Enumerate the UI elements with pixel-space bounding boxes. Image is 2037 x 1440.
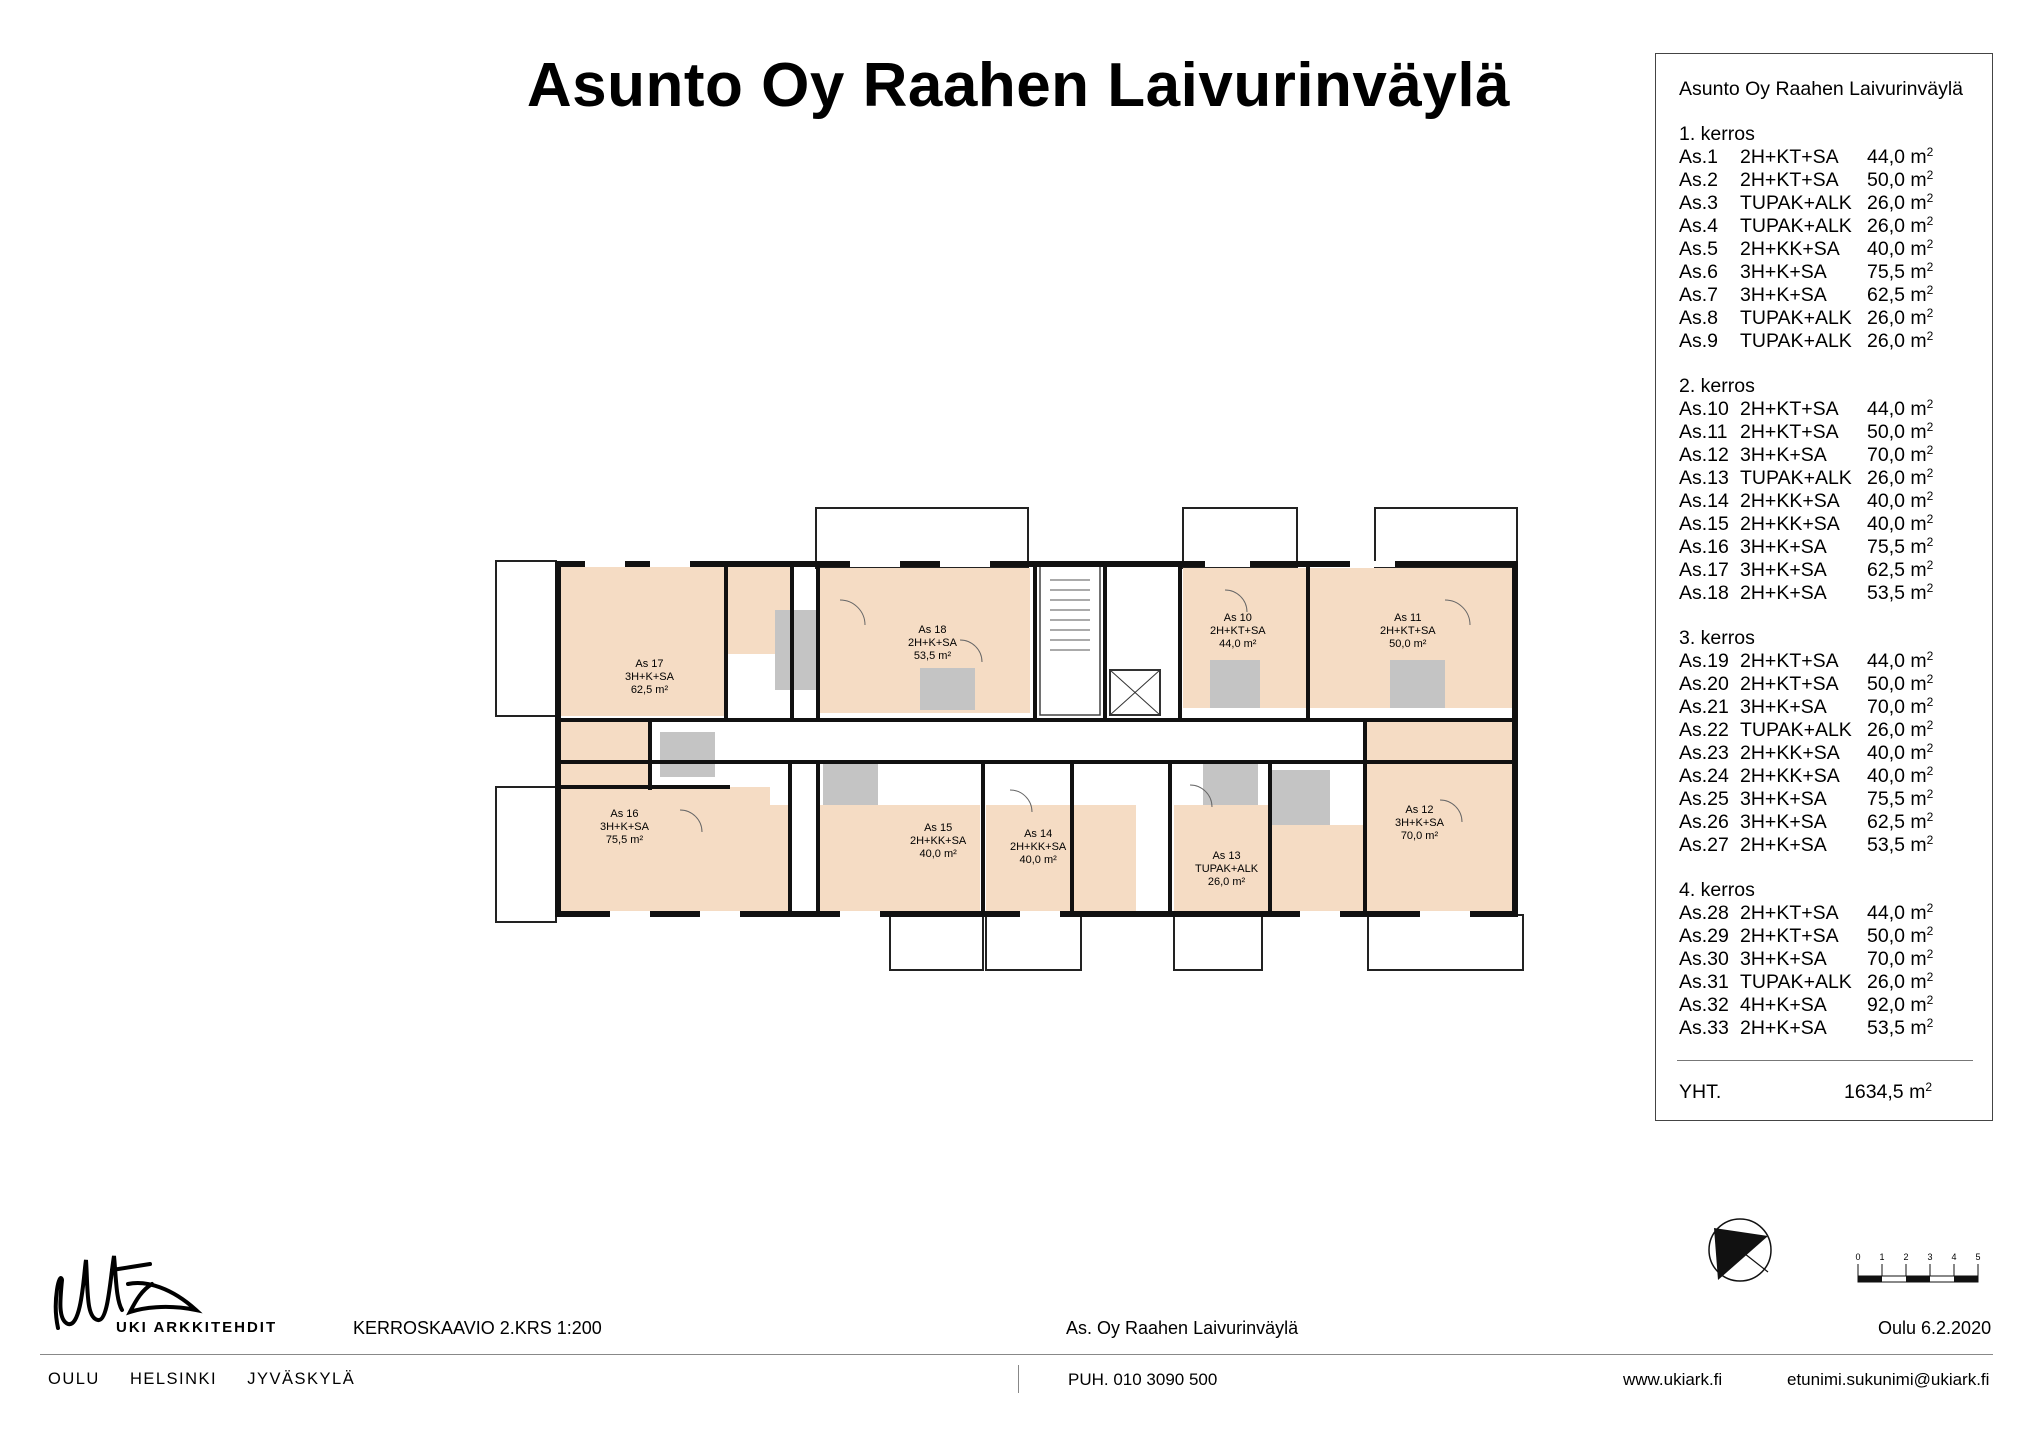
floor-group — [1679, 627, 1979, 857]
drawing-name: KERROSKAAVIO 2.KRS 1:200 — [353, 1318, 602, 1338]
apartment-label: As 12 3H+K+SA 70,0 m² — [1395, 804, 1444, 842]
unit-area: 62,5 $m^2$ — [1867, 558, 1934, 581]
unit-row — [1679, 536, 1979, 559]
unit-id: As.33 — [1679, 1017, 1729, 1039]
apartment-label: As 15 2H+KK+SA 40,0 m² — [910, 822, 967, 860]
area-table — [1655, 53, 1993, 1121]
phone: PUH. 010 3090 500 — [1068, 1370, 1218, 1389]
unit-type: 3H+K+SA — [1740, 284, 1827, 306]
unit-area: 50,0 $m^2$ — [1867, 420, 1934, 443]
balcony — [1368, 915, 1523, 970]
unit-area: 26,0 $m^2$ — [1867, 214, 1934, 237]
unit-row — [1679, 192, 1979, 215]
unit-row — [1679, 994, 1979, 1017]
apartment-label: As 13 TUPAK+ALK 26,0 m² — [1195, 850, 1259, 888]
footer-divider — [40, 1354, 1993, 1355]
unit-row — [1679, 696, 1979, 719]
unit-id: As.16 — [1679, 536, 1729, 558]
unit-row — [1679, 421, 1979, 444]
balcony — [496, 787, 556, 922]
unit-id: As.18 — [1679, 582, 1729, 604]
bathroom — [775, 610, 818, 690]
unit-type: 3H+K+SA — [1740, 696, 1827, 718]
unit-type: 2H+KT+SA — [1740, 650, 1839, 672]
unit-type: 2H+KT+SA — [1740, 398, 1839, 420]
unit-area: 26,0 $m^2$ — [1867, 191, 1934, 214]
unit-type: 2H+KK+SA — [1740, 513, 1840, 535]
unit-type: 3H+K+SA — [1740, 948, 1827, 970]
unit-id: As.7 — [1679, 284, 1719, 306]
unit-row — [1679, 444, 1979, 467]
unit-id: As.28 — [1679, 902, 1729, 924]
unit-type: TUPAK+ALK — [1740, 330, 1852, 352]
balcony — [1183, 508, 1297, 568]
unit-type: 2H+KK+SA — [1740, 238, 1840, 260]
bathroom — [660, 732, 715, 777]
unit-id: As.30 — [1679, 948, 1729, 970]
scale-tick-label: 0 — [1855, 1252, 1861, 1262]
unit-row — [1679, 765, 1979, 788]
unit-area: 44,0 $m^2$ — [1867, 145, 1934, 168]
website-link[interactable]: www.ukiark.fi — [1623, 1370, 1723, 1389]
unit-row — [1679, 719, 1979, 742]
bathroom — [1210, 660, 1260, 708]
unit-type: 4H+K+SA — [1740, 994, 1827, 1016]
floor-group — [1679, 375, 1979, 605]
corridor — [730, 722, 1360, 760]
unit-row — [1679, 238, 1979, 261]
floor-group — [1679, 123, 1979, 353]
unit-row — [1679, 742, 1979, 765]
floor-title: 4. kerros — [1679, 879, 1755, 901]
apartment-label: As 14 2H+KK+SA 40,0 m² — [1010, 828, 1067, 866]
unit-id: As.1 — [1679, 146, 1719, 168]
unit-row — [1679, 284, 1979, 307]
unit-area: 53,5 $m^2$ — [1867, 581, 1934, 604]
balcony — [816, 508, 1028, 568]
floor-plan — [490, 500, 1530, 980]
unit-row — [1679, 834, 1979, 857]
total-divider — [1677, 1060, 1973, 1061]
unit-type: 3H+K+SA — [1740, 444, 1827, 466]
unit-id: As.9 — [1679, 330, 1719, 352]
balcony — [890, 915, 983, 970]
unit-row — [1679, 811, 1979, 834]
scale-bar — [1855, 1246, 1995, 1288]
balcony — [986, 915, 1081, 970]
scale-tick-label: 3 — [1927, 1252, 1933, 1262]
floor-title: 1. kerros — [1679, 123, 1755, 145]
bathroom — [1390, 660, 1445, 708]
balcony — [496, 561, 556, 716]
unit-type: TUPAK+ALK — [1740, 467, 1852, 489]
floor-group — [1679, 879, 1979, 1040]
unit-row — [1679, 490, 1979, 513]
unit-type: 2H+KK+SA — [1740, 742, 1840, 764]
office: OULU — [48, 1370, 100, 1388]
unit-type: 2H+KT+SA — [1740, 902, 1839, 924]
unit-area: 62,5 $m^2$ — [1867, 810, 1934, 833]
apartment-label: As 18 2H+K+SA 53,5 m² — [908, 624, 957, 662]
unit-area: 50,0 $m^2$ — [1867, 168, 1934, 191]
unit-id: As.27 — [1679, 834, 1729, 856]
scale-tick-label: 2 — [1903, 1252, 1909, 1262]
unit-row — [1679, 261, 1979, 284]
unit-id: As.3 — [1679, 192, 1719, 214]
unit-area: 26,0 $m^2$ — [1867, 970, 1934, 993]
bathroom — [823, 762, 878, 805]
unit-area: 75,5 $m^2$ — [1867, 535, 1934, 558]
unit-id: As.23 — [1679, 742, 1729, 764]
unit-id: As.22 — [1679, 719, 1729, 741]
office-list — [48, 1370, 379, 1389]
unit-id: As.19 — [1679, 650, 1729, 672]
unit-type: 3H+K+SA — [1740, 788, 1827, 810]
apartment-label: As 10 2H+KT+SA 44,0 m² — [1210, 612, 1266, 650]
unit-id: As.21 — [1679, 696, 1729, 718]
project-name: As. Oy Raahen Laivurinväylä — [1066, 1318, 1299, 1338]
unit-id: As.26 — [1679, 811, 1729, 833]
unit-row — [1679, 971, 1979, 994]
unit-type: TUPAK+ALK — [1740, 719, 1852, 741]
unit-row — [1679, 169, 1979, 192]
unit-type: TUPAK+ALK — [1740, 307, 1852, 329]
unit-area: 53,5 $m^2$ — [1867, 833, 1934, 856]
logo-text: UKI ARKKITEHDIT — [116, 1319, 278, 1336]
unit-type: 2H+KK+SA — [1740, 490, 1840, 512]
office: JYVÄSKYLÄ — [247, 1370, 356, 1388]
floor-title: 3. kerros — [1679, 627, 1755, 649]
unit-row — [1679, 1017, 1979, 1040]
unit-area: 50,0 $m^2$ — [1867, 924, 1934, 947]
unit-type: 2H+KT+SA — [1740, 925, 1839, 947]
bathroom — [1270, 770, 1330, 825]
unit-type: 3H+K+SA — [1740, 559, 1827, 581]
scale-tick-label: 1 — [1879, 1252, 1885, 1262]
unit-area: 75,5 $m^2$ — [1867, 787, 1934, 810]
unit-row — [1679, 146, 1979, 169]
unit-id: As.29 — [1679, 925, 1729, 947]
apartment-17-bed — [560, 722, 650, 787]
unit-type: 2H+K+SA — [1740, 1017, 1827, 1039]
scale-tick-label: 4 — [1951, 1252, 1957, 1262]
unit-id: As.12 — [1679, 444, 1729, 466]
apartment-label: As 16 3H+K+SA 75,5 m² — [600, 808, 649, 846]
unit-id: As.13 — [1679, 467, 1729, 489]
unit-type: 3H+K+SA — [1740, 261, 1827, 283]
unit-row — [1679, 398, 1979, 421]
apartment-13-bed — [1270, 825, 1365, 913]
date: Oulu 6.2.2020 — [1878, 1318, 1992, 1338]
apartment-label: As 11 2H+KT+SA 50,0 m² — [1380, 612, 1436, 650]
unit-area: 44,0 $m^2$ — [1867, 649, 1934, 672]
unit-area: 26,0 $m^2$ — [1867, 329, 1934, 352]
unit-type: TUPAK+ALK — [1740, 215, 1852, 237]
unit-id: As.6 — [1679, 261, 1719, 283]
unit-area: 26,0 $m^2$ — [1867, 718, 1934, 741]
unit-id: As.11 — [1679, 421, 1728, 443]
apartment-16-room — [730, 805, 790, 912]
unit-id: As.10 — [1679, 398, 1729, 420]
unit-area: 50,0 $m^2$ — [1867, 672, 1934, 695]
unit-area: 70,0 $m^2$ — [1867, 947, 1934, 970]
unit-area: 40,0 $m^2$ — [1867, 741, 1934, 764]
total-value: 1634,5 $m^2$ — [1844, 1080, 1933, 1103]
unit-row — [1679, 925, 1979, 948]
unit-row — [1679, 467, 1979, 490]
unit-area: 92,0 $m^2$ — [1867, 993, 1934, 1016]
footer-vertical-divider — [1018, 1365, 1019, 1393]
unit-id: As.4 — [1679, 215, 1719, 237]
north-arrow-icon — [1700, 1210, 1780, 1290]
unit-area: 40,0 $m^2$ — [1867, 489, 1934, 512]
unit-type: 2H+KT+SA — [1740, 421, 1839, 443]
office: HELSINKI — [129, 1370, 218, 1388]
unit-type: 2H+K+SA — [1740, 834, 1827, 856]
unit-id: As.20 — [1679, 673, 1729, 695]
unit-type: TUPAK+ALK — [1740, 971, 1852, 993]
scale-tick-label: 5 — [1975, 1252, 1981, 1262]
bathroom — [920, 668, 975, 710]
unit-id: As.15 — [1679, 513, 1729, 535]
unit-area: 70,0 $m^2$ — [1867, 695, 1934, 718]
page-title: Asunto Oy Raahen Laivurinväylä — [526, 51, 1511, 120]
floor-plan-drawing — [490, 500, 1530, 980]
unit-type: TUPAK+ALK — [1740, 192, 1852, 214]
unit-type: 2H+KK+SA — [1740, 765, 1840, 787]
unit-area: 26,0 $m^2$ — [1867, 306, 1934, 329]
balcony — [1375, 508, 1517, 568]
unit-row — [1679, 948, 1979, 971]
area-table-title: Asunto Oy Raahen Laivurinväylä — [1679, 78, 1963, 100]
unit-id: As.25 — [1679, 788, 1729, 810]
unit-area: 40,0 $m^2$ — [1867, 237, 1934, 260]
unit-area: 44,0 $m^2$ — [1867, 901, 1934, 924]
unit-area: 26,0 $m^2$ — [1867, 466, 1934, 489]
email-link[interactable]: etunimi.sukunimi@ukiark.fi — [1787, 1370, 1990, 1389]
unit-area: 40,0 $m^2$ — [1867, 764, 1934, 787]
apartment-label: As 17 3H+K+SA 62,5 m² — [625, 658, 674, 696]
unit-row — [1679, 330, 1979, 353]
unit-row — [1679, 307, 1979, 330]
unit-row — [1679, 902, 1979, 925]
unit-id: As.8 — [1679, 307, 1719, 329]
unit-row — [1679, 582, 1979, 605]
unit-area: 53,5 $m^2$ — [1867, 1016, 1934, 1039]
unit-id: As.2 — [1679, 169, 1719, 191]
floor-title: 2. kerros — [1679, 375, 1755, 397]
unit-row — [1679, 650, 1979, 673]
balcony — [1174, 915, 1262, 970]
unit-type: 3H+K+SA — [1740, 536, 1827, 558]
unit-row — [1679, 215, 1979, 238]
unit-row — [1679, 788, 1979, 811]
total-label: YHT. — [1679, 1081, 1722, 1103]
unit-id: As.14 — [1679, 490, 1729, 512]
unit-type: 2H+KT+SA — [1740, 169, 1839, 191]
unit-id: As.24 — [1679, 765, 1729, 787]
unit-row — [1679, 673, 1979, 696]
unit-id: As.31 — [1679, 971, 1729, 993]
unit-area: 44,0 $m^2$ — [1867, 397, 1934, 420]
unit-area: 40,0 $m^2$ — [1867, 512, 1934, 535]
unit-row — [1679, 559, 1979, 582]
unit-type: 3H+K+SA — [1740, 811, 1827, 833]
unit-area: 70,0 $m^2$ — [1867, 443, 1934, 466]
bathroom — [1203, 762, 1258, 805]
unit-type: 2H+KT+SA — [1740, 673, 1839, 695]
unit-area: 62,5 $m^2$ — [1867, 283, 1934, 306]
unit-id: As.32 — [1679, 994, 1729, 1016]
unit-id: As.17 — [1679, 559, 1729, 581]
unit-area: 75,5 $m^2$ — [1867, 260, 1934, 283]
unit-type: 2H+KT+SA — [1740, 146, 1839, 168]
unit-row — [1679, 513, 1979, 536]
unit-type: 2H+K+SA — [1740, 582, 1827, 604]
unit-id: As.5 — [1679, 238, 1719, 260]
